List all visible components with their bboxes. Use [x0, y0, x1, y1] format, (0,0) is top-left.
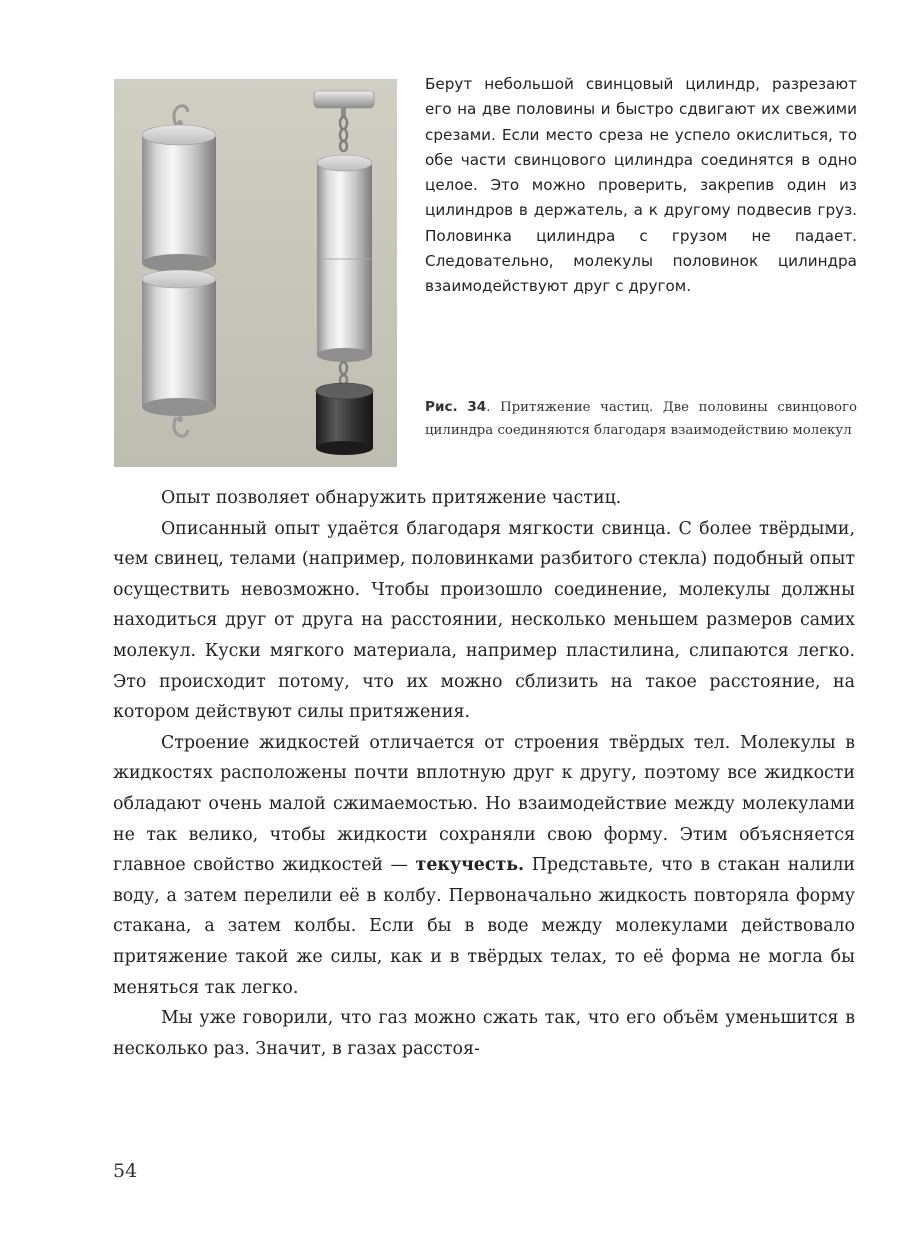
figure-lead-cylinders — [114, 79, 397, 467]
paragraph-3 — [113, 728, 855, 1003]
body-text — [113, 483, 855, 1064]
figure-label: Рис. — [425, 399, 458, 415]
figure-caption — [425, 396, 857, 442]
page-number: 54 — [113, 1160, 138, 1182]
term-fluidity: текучесть. — [415, 855, 525, 876]
paragraph-3-start: Строение жидкостей отличается от строения твёрдых тел. Молекулы в жидкостях расположены почти вплотную друг к другу, поэтому все жидкости обладают очень малой сжимаемостью. Но взаимодействие между молекулами не так велико, чтобы жидкости сохраняли свою форму. Этим объясняется главное свойство жидкостей — — [113, 732, 855, 876]
figure-number: 34 — [467, 399, 487, 415]
paragraph-4: Мы уже говорили, что газ можно сжать так, что его объём уменьшится в несколько раз. Значит, в газах расстоя- — [113, 1008, 855, 1059]
paragraph-3-end: Представьте, что в стакан налили воду, а затем перелили её в колбу. Первоначально жидкость повторяла форму стакана, а затем колбы. Если бы в воде между молекулами действовало притяжение такой же силы, как и в твёрдых телах, то её форма не могла бы меняться так легко. — [113, 855, 855, 998]
side-text — [425, 72, 857, 300]
paragraph-2: Описанный опыт удаётся благодаря мягкости свинца. С более твёрдыми, чем свинец, телами (например, половинками разбитого стекла) подобный опыт осуществить невозможно. Чтобы произошло соединение, молекулы должны находиться друг от друга на расстоянии, несколько меньшем размеров самих молекул. Куски мягкого материала, например пластилина, слипаются легко. Это происходит потому, что их можно сблизить на такое расстояние, на котором действуют силы притяжения. — [113, 518, 855, 723]
lead-cylinders-illustration — [114, 79, 397, 467]
caption-text: . Притяжение частиц. Две половины свинцового цилиндра соединяются благодаря взаимодействию молекул — [425, 400, 858, 438]
experiment-description: Берут небольшой свинцовый цилиндр, разрезают его на две половины и быстро сдвигают их свежими срезами. Если место среза не успело окислиться, то обе части свинцового цилиндра соединятся в одно целое. Это можно проверить, закрепив один из цилиндров в держатель, а к другому подвесив груз. Половинка цилиндра с грузом не падает. Следовательно, молекулы половинок цилиндра взаимодействуют друг с другом. — [425, 75, 857, 296]
paragraph-1: Опыт позволяет обнаружить притяжение частиц. — [161, 488, 622, 508]
